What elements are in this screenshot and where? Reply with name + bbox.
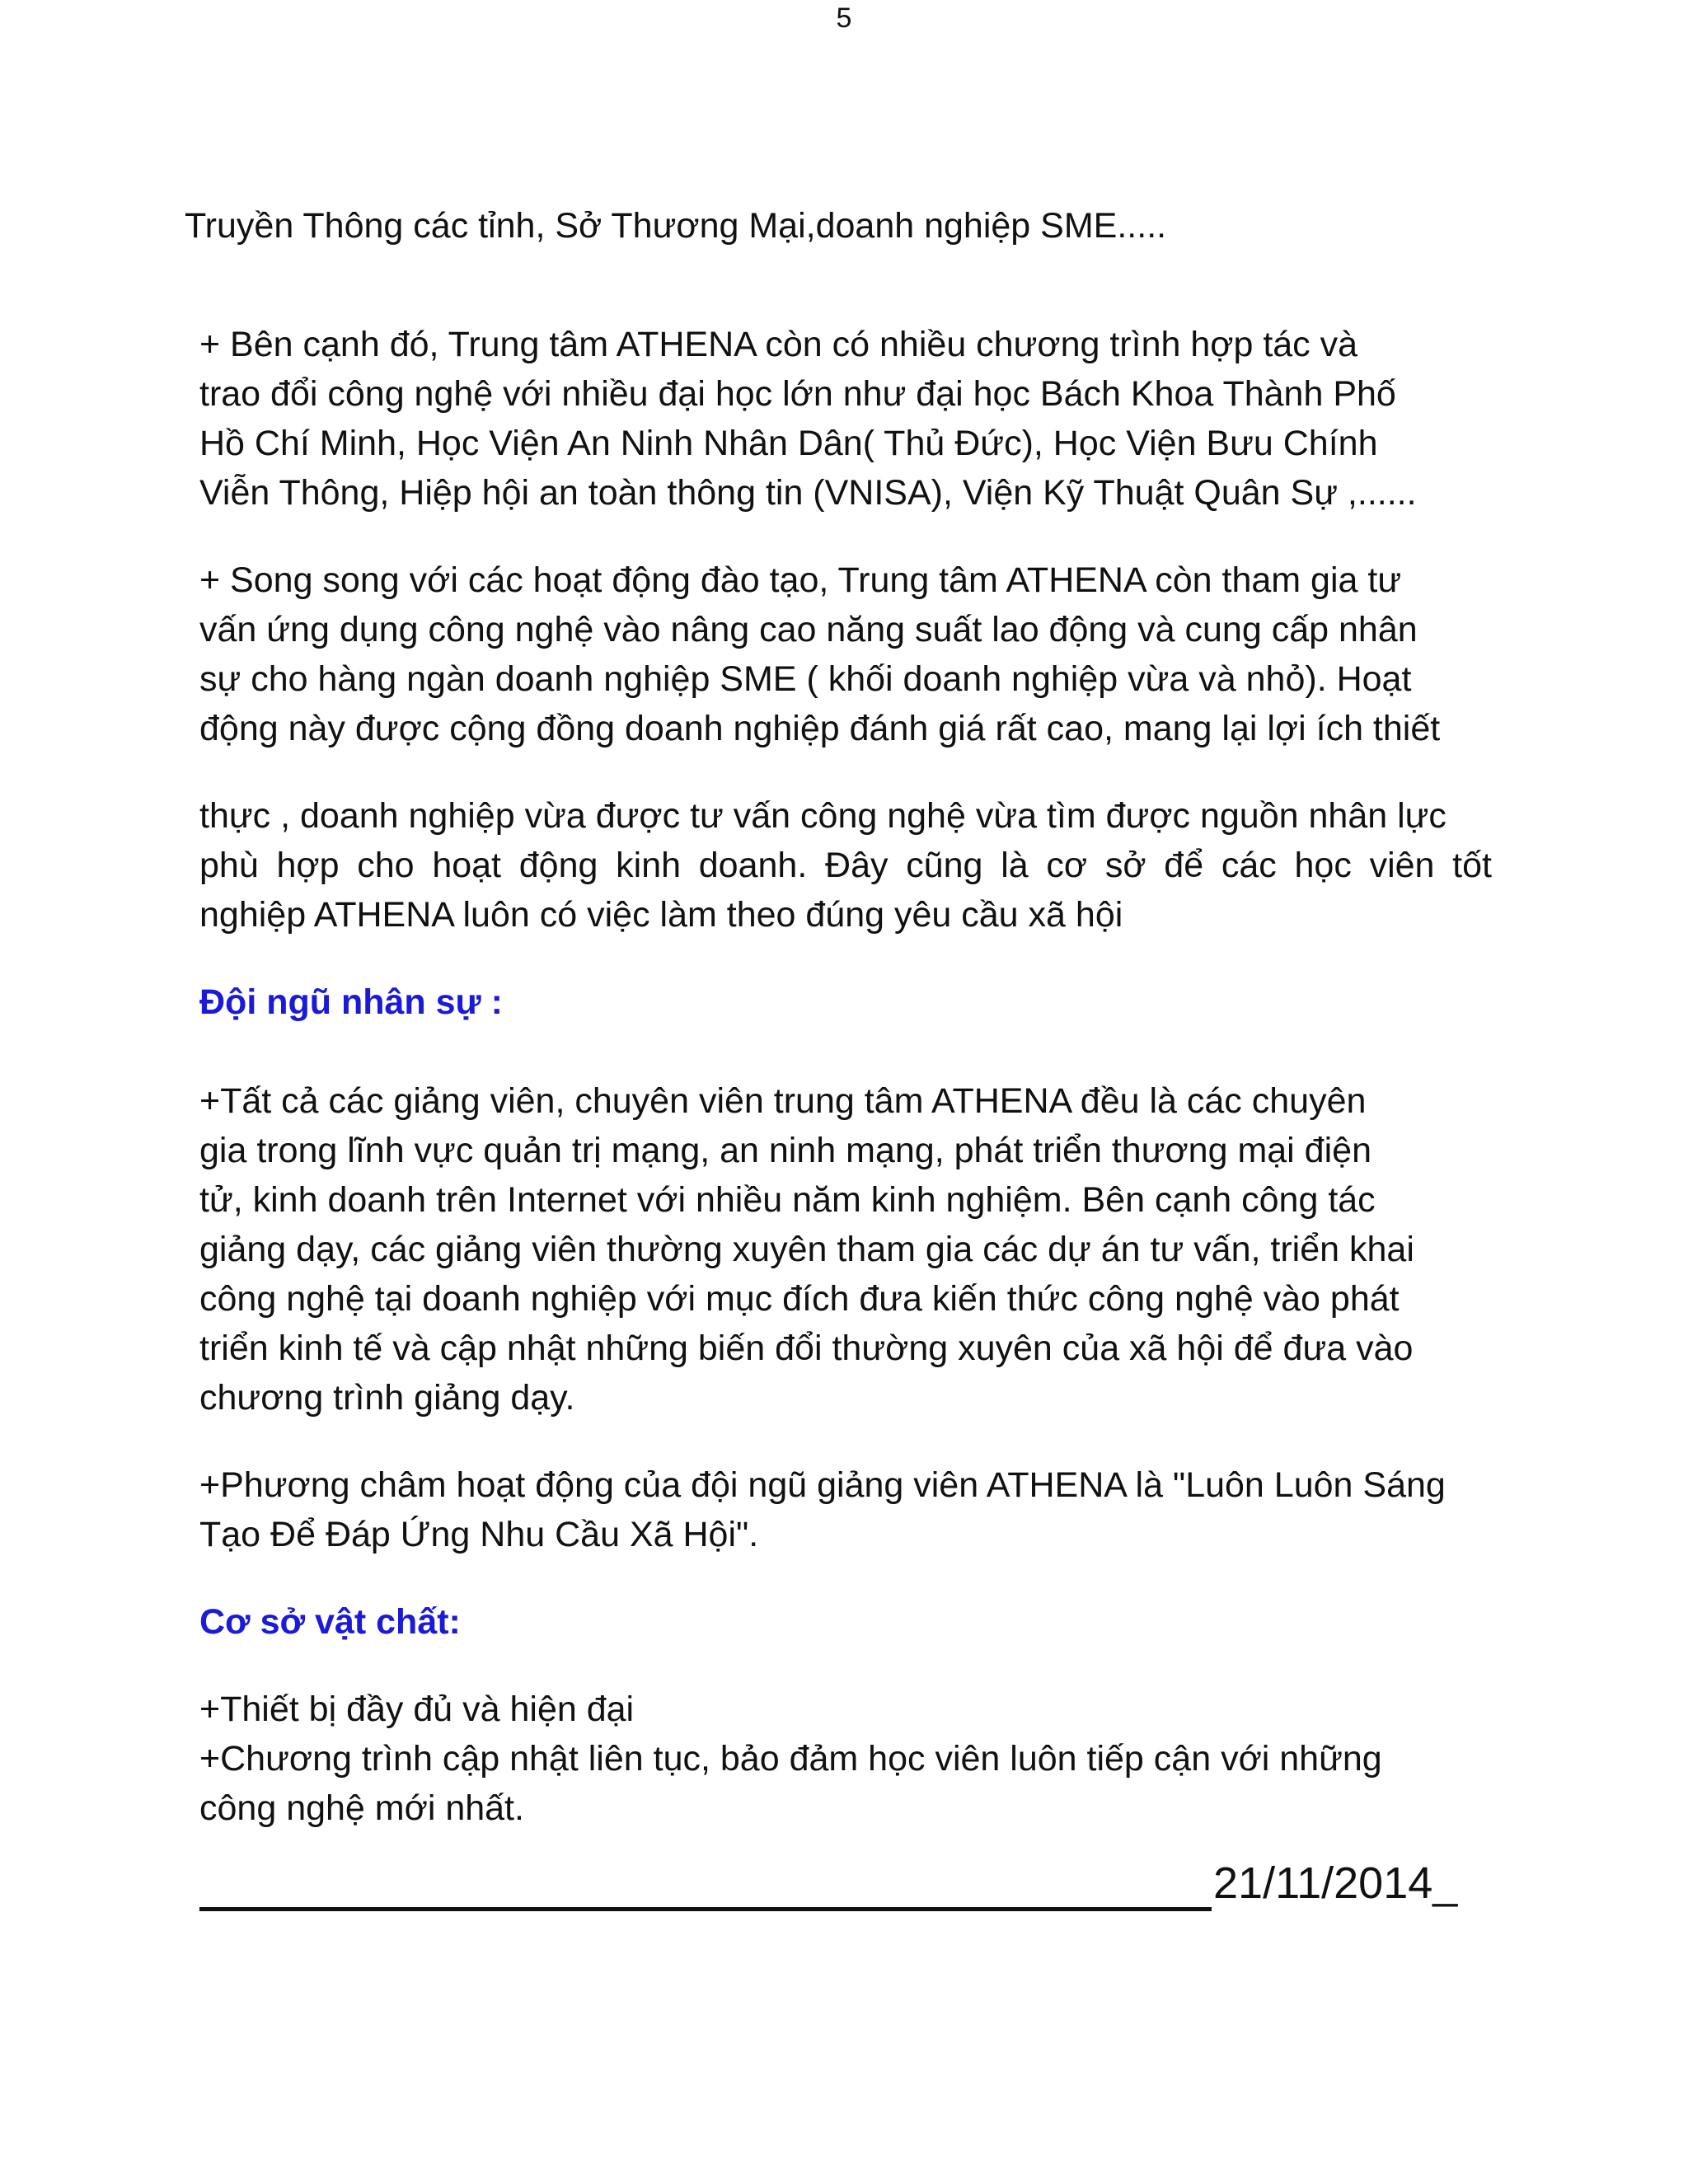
- text-line: +Phương châm hoạt động của đội ngũ giảng viên ATHENA là "Luôn Luôn Sáng: [199, 1465, 1446, 1505]
- intro-line: Truyền Thông các tỉnh, Sở Thương Mại,doanh nghiệp SME.....: [185, 206, 1167, 246]
- text-line: sự cho hàng ngàn doanh nghiệp SME ( khối doanh nghiệp vừa và nhỏ). Hoạt: [199, 659, 1412, 699]
- text-line: gia trong lĩnh vực quản trị mạng, an ninh mạng, phát triển thương mại điện: [199, 1131, 1372, 1170]
- page-number: 5: [836, 2, 852, 34]
- text-line: công nghệ tại doanh nghiệp với mục đích đưa kiến thức công nghệ vào phát: [199, 1279, 1400, 1319]
- text-line: Viễn Thông, Hiệp hội an toàn thông tin (VNISA), Viện Kỹ Thuật Quân Sự ,......: [199, 473, 1417, 513]
- text-line: chương trình giảng dạy.: [199, 1378, 575, 1418]
- text-line: + Song song với các hoạt động đào tạo, Trung tâm ATHENA còn tham gia tư: [199, 560, 1402, 600]
- text-line: vấn ứng dụng công nghệ vào nâng cao năng suất lao động và cung cấp nhân: [199, 610, 1418, 649]
- text-line: +Thiết bị đầy đủ và hiện đại: [199, 1690, 635, 1729]
- text-line: Tạo Để Đáp Ứng Nhu Cầu Xã Hội".: [199, 1515, 759, 1554]
- signature-rule: [199, 1907, 1212, 1911]
- text-line: tử, kinh doanh trên Internet với nhiều năm kinh nghiệm. Bên cạnh công tác: [199, 1180, 1376, 1220]
- text-line: +Chương trình cập nhật liên tục, bảo đảm học viên luôn tiếp cận với những: [199, 1739, 1382, 1779]
- text-line: nghiệp ATHENA luôn có việc làm theo đúng yêu cầu xã hội: [199, 895, 1123, 935]
- text-line: công nghệ mới nhất.: [199, 1788, 524, 1828]
- text-line: triển kinh tế và cập nhật những biến đổi thường xuyên của xã hội để đưa vào: [199, 1329, 1414, 1368]
- text-line: trao đổi công nghệ với nhiều đại học lớn như đại học Bách Khoa Thành Phố: [199, 374, 1396, 414]
- text-line: +Tất cả các giảng viên, chuyên viên trung tâm ATHENA đều là các chuyên: [199, 1081, 1367, 1121]
- text-line: giảng dạy, các giảng viên thường xuyên tham gia các dự án tư vấn, triển khai: [199, 1230, 1414, 1269]
- text-line: thực , doanh nghiệp vừa được tư vấn công nghệ vừa tìm được nguồn nhân lực: [199, 796, 1447, 836]
- section-heading-staff: Đội ngũ nhân sự :: [199, 982, 503, 1022]
- text-line: động này được cộng đồng doanh nghiệp đánh giá rất cao, mang lại lợi ích thiết: [199, 709, 1441, 748]
- footer-date: 21/11/2014_: [1213, 1858, 1458, 1908]
- section-heading-facilities: Cơ sở vật chất:: [199, 1602, 461, 1642]
- text-line: Hồ Chí Minh, Học Viện An Ninh Nhân Dân( Thủ Đức), Học Viện Bưu Chính: [199, 424, 1378, 463]
- text-line: + Bên cạnh đó, Trung tâm ATHENA còn có nhiều chương trình hợp tác và: [199, 325, 1358, 364]
- text-line: phù hợp cho hoạt động kinh doanh. Đây cũng là cơ sở để các học viên tốt: [199, 846, 1492, 885]
